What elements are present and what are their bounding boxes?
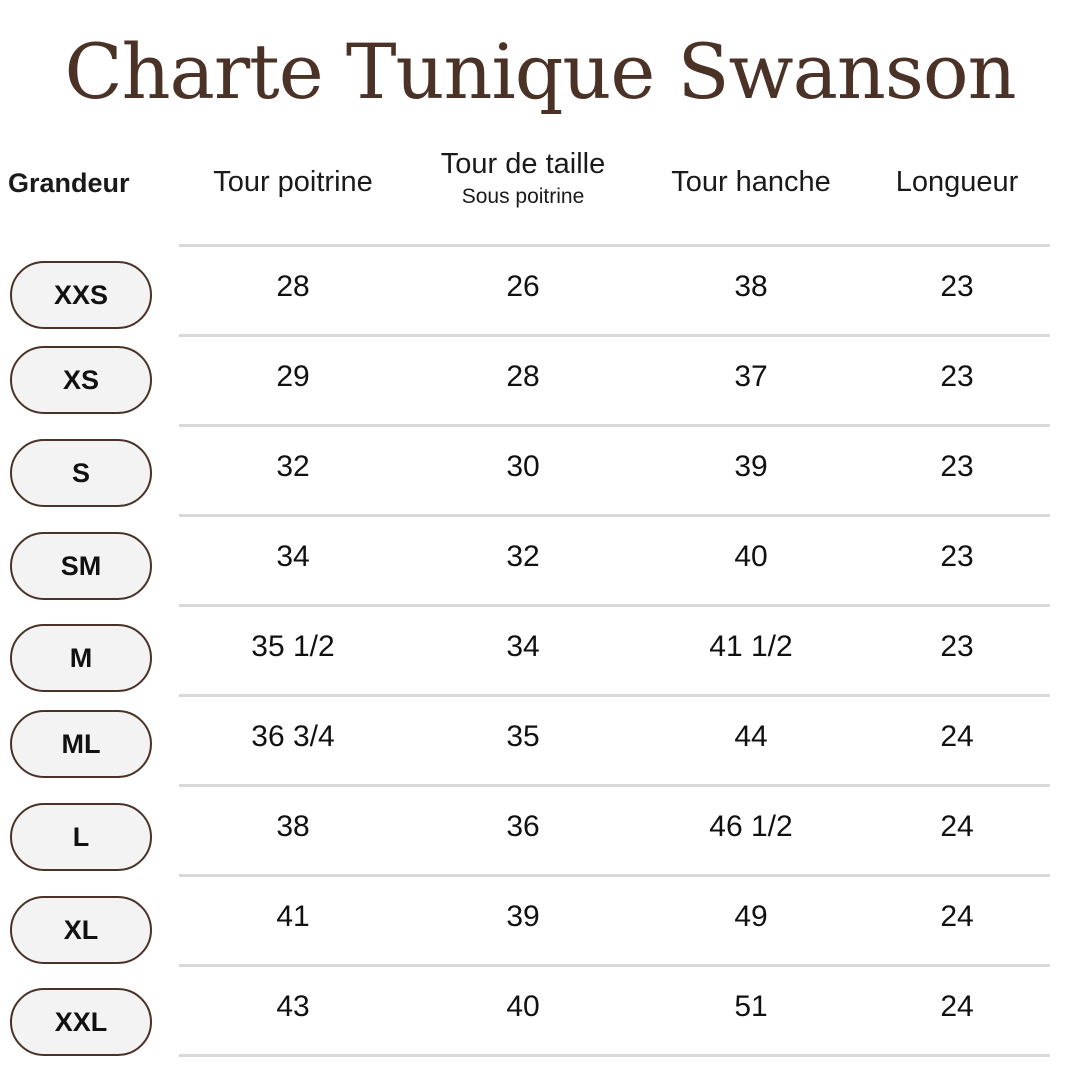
- cell-chest: 41: [276, 900, 310, 933]
- table-row: [0, 606, 1080, 696]
- cell-hip: 39: [734, 450, 768, 483]
- cell-chest: 35 1/2: [251, 630, 335, 663]
- cell-hip: 46 1/2: [709, 810, 793, 843]
- header-chest: Tour poitrine: [213, 166, 373, 198]
- size-pill: XL: [10, 896, 152, 964]
- table-row: [0, 246, 1080, 336]
- cell-waist: 40: [506, 990, 540, 1023]
- size-pill: XXL: [10, 988, 152, 1056]
- header-waist-label: Tour de taille: [440, 148, 606, 180]
- header-hip: Tour hanche: [671, 166, 831, 198]
- cell-length: 24: [940, 810, 974, 843]
- header-size: Grandeur: [8, 168, 130, 198]
- table-row: [0, 966, 1080, 1056]
- cell-waist: 36: [506, 810, 540, 843]
- cell-hip: 44: [734, 720, 768, 753]
- cell-chest: 32: [276, 450, 310, 483]
- header-waist: [403, 148, 643, 209]
- table-row: [0, 336, 1080, 426]
- size-pill: XXS: [10, 261, 152, 329]
- table-row: [0, 426, 1080, 516]
- header-waist-sublabel: Sous poitrine: [461, 185, 585, 208]
- page-title: Charte Tunique Swanson: [64, 27, 1016, 116]
- cell-length: 24: [940, 720, 974, 753]
- size-pill: SM: [10, 532, 152, 600]
- cell-length: 24: [940, 900, 974, 933]
- cell-waist: 32: [506, 540, 540, 573]
- cell-waist: 39: [506, 900, 540, 933]
- table-row: [0, 876, 1080, 966]
- size-pill: M: [10, 624, 152, 692]
- table-row: [0, 786, 1080, 876]
- cell-chest: 38: [276, 810, 310, 843]
- cell-chest: 36 3/4: [251, 720, 335, 753]
- cell-hip: 49: [734, 900, 768, 933]
- cell-chest: 28: [276, 270, 310, 303]
- cell-hip: 40: [734, 540, 768, 573]
- cell-waist: 35: [506, 720, 540, 753]
- cell-length: 23: [940, 540, 974, 573]
- cell-chest: 29: [276, 360, 310, 393]
- cell-length: 24: [940, 990, 974, 1023]
- cell-waist: 26: [506, 270, 540, 303]
- cell-hip: 41 1/2: [709, 630, 793, 663]
- cell-chest: 34: [276, 540, 310, 573]
- size-pill: L: [10, 803, 152, 871]
- table-divider: [179, 1054, 1050, 1057]
- cell-length: 23: [940, 630, 974, 663]
- cell-waist: 34: [506, 630, 540, 663]
- cell-hip: 51: [734, 990, 768, 1023]
- cell-length: 23: [940, 450, 974, 483]
- cell-waist: 30: [506, 450, 540, 483]
- size-pill: ML: [10, 710, 152, 778]
- cell-length: 23: [940, 360, 974, 393]
- header-length: Longueur: [895, 166, 1019, 198]
- cell-hip: 38: [734, 270, 768, 303]
- size-pill: S: [10, 439, 152, 507]
- cell-length: 23: [940, 270, 974, 303]
- cell-chest: 43: [276, 990, 310, 1023]
- size-pill: XS: [10, 346, 152, 414]
- cell-hip: 37: [734, 360, 768, 393]
- table-row: [0, 696, 1080, 786]
- cell-waist: 28: [506, 360, 540, 393]
- table-row: [0, 516, 1080, 606]
